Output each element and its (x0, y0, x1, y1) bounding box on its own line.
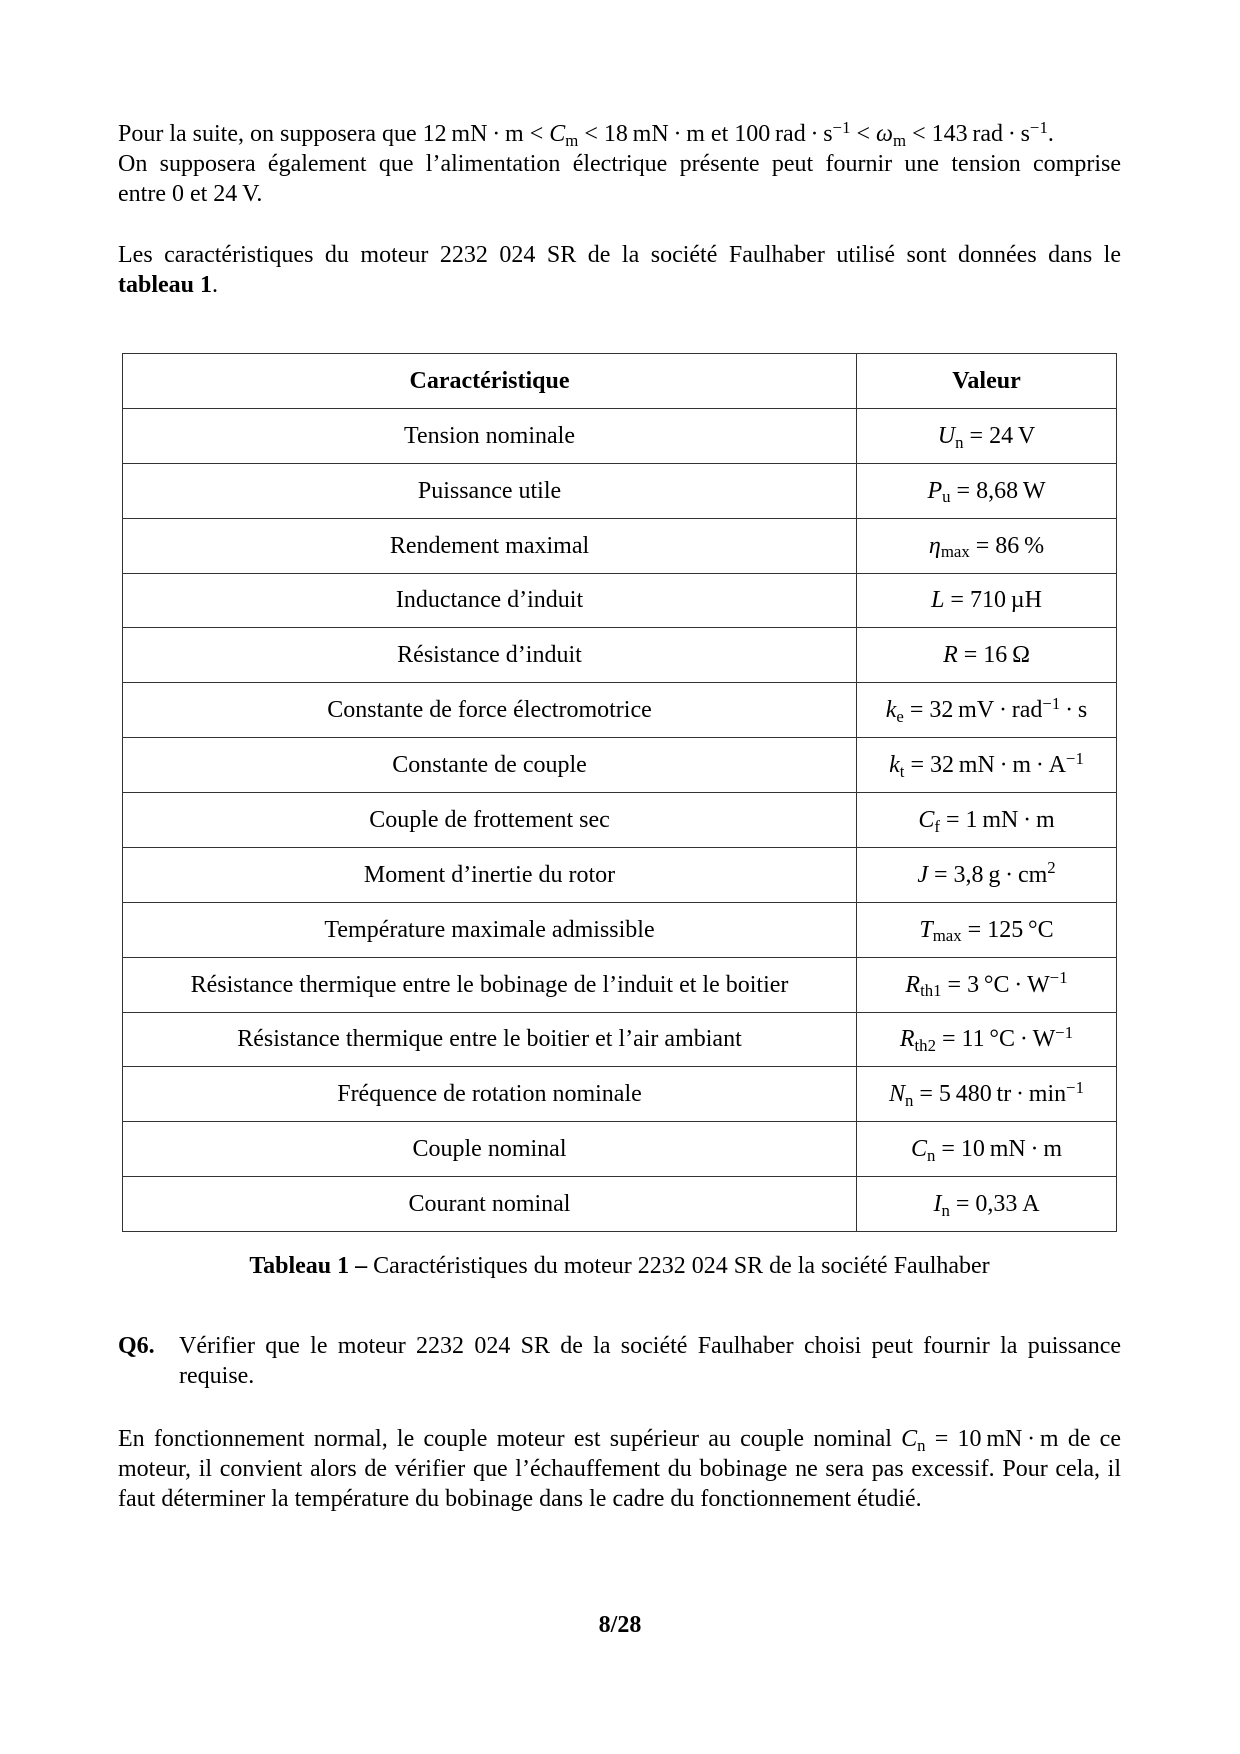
text-run: = 24 V (963, 422, 1036, 449)
characteristics-table (122, 353, 1117, 1232)
characteristic-cell: Résistance thermique entre le bobinage de l’induit et le boitier (123, 957, 857, 1012)
text-run: = 10 mN · m de ce (925, 1426, 1121, 1452)
text-run: = 0,33 A (949, 1191, 1040, 1218)
question-line-1: Vérifier que le moteur 2232 024 SR de la société Faulhaber choisi peut fournir la puissance (179, 1333, 1121, 1359)
math-subscript: th2 (914, 1036, 936, 1056)
math-symbol: C (910, 1136, 927, 1163)
text-run: . (212, 272, 219, 298)
table-row (123, 463, 1117, 518)
caption-text: Caractéristiques du moteur 2232 024 SR de la société Faulhaber (373, 1253, 990, 1279)
text-run: = 125 °C (961, 916, 1054, 943)
math-superscript: −1 (1055, 1023, 1074, 1043)
math-symbol: R (905, 971, 921, 998)
math-symbol: k (889, 752, 900, 779)
table-body (123, 408, 1117, 1231)
closing-line-1 (118, 1424, 1121, 1454)
text-run: · s (1060, 697, 1088, 724)
math-subscript: max (932, 926, 962, 946)
math-symbol: k (885, 697, 897, 724)
value-cell (857, 847, 1117, 902)
text-run: < 143 rad · s (906, 121, 1030, 147)
math-symbol: J (917, 861, 928, 888)
table-head (123, 354, 1117, 409)
characteristic-cell: Couple nominal (123, 1122, 857, 1177)
text-run: = 10 mN · m (935, 1136, 1062, 1163)
math-subscript: n (905, 1091, 914, 1111)
characteristic-cell: Moment d’inertie du rotor (123, 847, 857, 902)
math-superscript: −1 (832, 117, 851, 137)
table-row (123, 957, 1117, 1012)
math-symbol: N (888, 1081, 905, 1108)
text-run: < (850, 121, 877, 147)
intro-paragraph (118, 119, 1121, 209)
table-row (123, 518, 1117, 573)
math-symbol: P (927, 477, 943, 504)
characteristic-cell: Couple de frottement sec (123, 793, 857, 848)
text-run: = 710 µH (944, 587, 1042, 614)
math-symbol: I (933, 1191, 942, 1218)
math-symbol: C (901, 1426, 918, 1452)
characteristic-cell: Résistance thermique entre le boitier et l’air ambiant (123, 1012, 857, 1067)
intro-line-1 (118, 119, 1121, 149)
value-cell (857, 1012, 1117, 1067)
math-symbol: R (943, 642, 958, 669)
value-cell (857, 628, 1117, 683)
math-superscript: 2 (1047, 858, 1056, 878)
table-row (123, 683, 1117, 738)
table-intro-paragraph (118, 240, 1121, 300)
text-run: . (1047, 121, 1054, 147)
value-cell (857, 573, 1117, 628)
value-cell (857, 1122, 1117, 1177)
value-cell (857, 793, 1117, 848)
text-run: Pour la suite, on supposera que 12 mN · m < (118, 121, 550, 147)
header-characteristic: Caractéristique (123, 354, 857, 409)
question-label: Q6. (118, 1333, 155, 1359)
question-line-2: requise. (179, 1363, 255, 1389)
math-superscript: −1 (1066, 1077, 1084, 1097)
characteristic-cell: Rendement maximal (123, 518, 857, 573)
table-row (123, 573, 1117, 628)
text-run: = 32 mN · m · A (904, 752, 1066, 779)
text-run: = 3,8 g · cm (928, 861, 1048, 888)
characteristic-cell: Constante de force électromotrice (123, 683, 857, 738)
value-cell (857, 738, 1117, 793)
table-row (123, 1012, 1117, 1067)
table-caption (118, 1251, 1121, 1281)
characteristic-cell: Température maximale admissible (123, 902, 857, 957)
value-cell (857, 1177, 1117, 1232)
characteristic-cell: Constante de couple (123, 738, 857, 793)
closing-line-3: faut déterminer la température du bobinage dans le cadre du fonctionnement étudié. (118, 1486, 922, 1512)
value-cell (857, 518, 1117, 573)
math-superscript: −1 (1066, 748, 1084, 768)
closing-line-2: moteur, il convient alors de vérifier que l’échauffement du bobinage ne sera pas excessif. Pour cela, il (118, 1456, 1121, 1482)
math-subscript: n (955, 432, 964, 452)
value-cell (857, 408, 1117, 463)
math-subscript: u (942, 487, 951, 507)
math-symbol: L (931, 587, 945, 614)
characteristic-cell: Inductance d’induit (123, 573, 857, 628)
table-row (123, 793, 1117, 848)
table-intro-line-1: Les caractéristiques du moteur 2232 024 SR de la société Faulhaber utilisé sont données dans le (118, 242, 1121, 268)
text-run: = 1 mN · m (940, 806, 1055, 833)
math-subscript: n (941, 1200, 950, 1220)
characteristic-cell: Fréquence de rotation nominale (123, 1067, 857, 1122)
math-subscript: f (934, 816, 940, 836)
math-superscript: −1 (1042, 693, 1061, 713)
math-superscript: −1 (1049, 968, 1068, 988)
math-subscript: e (896, 706, 904, 726)
math-superscript: −1 (1030, 117, 1048, 137)
characteristic-cell: Courant nominal (123, 1177, 857, 1232)
table-row (123, 847, 1117, 902)
closing-paragraph (118, 1424, 1121, 1514)
table-intro-line-2 (118, 270, 1121, 300)
text-run: = 8,68 W (950, 477, 1046, 504)
math-subscript: th1 (920, 981, 942, 1001)
question-q6 (118, 1331, 1121, 1391)
text-run: = 5 480 tr · min (913, 1081, 1067, 1108)
characteristic-cell: Résistance d’induit (123, 628, 857, 683)
math-symbol: U (937, 422, 956, 449)
table-row (123, 1122, 1117, 1177)
math-subscript: t (899, 761, 905, 781)
math-symbol: T (919, 916, 933, 943)
text-run: = 11 °C · W (935, 1026, 1056, 1053)
math-subscript: m (565, 130, 579, 150)
table-row (123, 1177, 1117, 1232)
math-symbol: η (928, 532, 941, 559)
intro-line-3: entre 0 et 24 V. (118, 181, 263, 207)
math-subscript: m (893, 130, 907, 150)
table-row (123, 1067, 1117, 1122)
value-cell (857, 683, 1117, 738)
math-symbol: C (918, 806, 935, 833)
text-run: = 86 % (969, 532, 1045, 559)
text-run: = 3 °C · W (941, 971, 1050, 998)
page-number: 8/28 (598, 1612, 642, 1638)
value-cell (857, 957, 1117, 1012)
table-header-row (123, 354, 1117, 409)
value-cell (857, 902, 1117, 957)
table-row (123, 902, 1117, 957)
header-value: Valeur (857, 354, 1117, 409)
intro-line-2: On supposera également que l’alimentation électrique présente peut fournir une tension comprise (118, 151, 1121, 177)
caption-label: Tableau 1 – (249, 1253, 368, 1279)
bold-run: tableau 1 (118, 272, 213, 298)
math-subscript: max (940, 542, 970, 562)
table-row (123, 738, 1117, 793)
value-cell (857, 1067, 1117, 1122)
question-text (179, 1331, 1121, 1391)
text-run: = 32 mV · rad (903, 697, 1043, 724)
table-row (123, 628, 1117, 683)
characteristic-cell: Tension nominale (123, 408, 857, 463)
text-run: < 18 mN · m et 100 rad · s (578, 121, 833, 147)
math-subscript: n (927, 1145, 936, 1165)
text-run: En fonctionnement normal, le couple moteur est supérieur au couple nominal (118, 1426, 902, 1452)
math-subscript: n (917, 1435, 926, 1455)
math-symbol: ω (876, 121, 893, 147)
text-run: = 16 Ω (957, 642, 1030, 669)
table-row (123, 408, 1117, 463)
math-symbol: R (899, 1026, 915, 1053)
characteristic-cell: Puissance utile (123, 463, 857, 518)
math-symbol: C (549, 121, 566, 147)
value-cell (857, 463, 1117, 518)
